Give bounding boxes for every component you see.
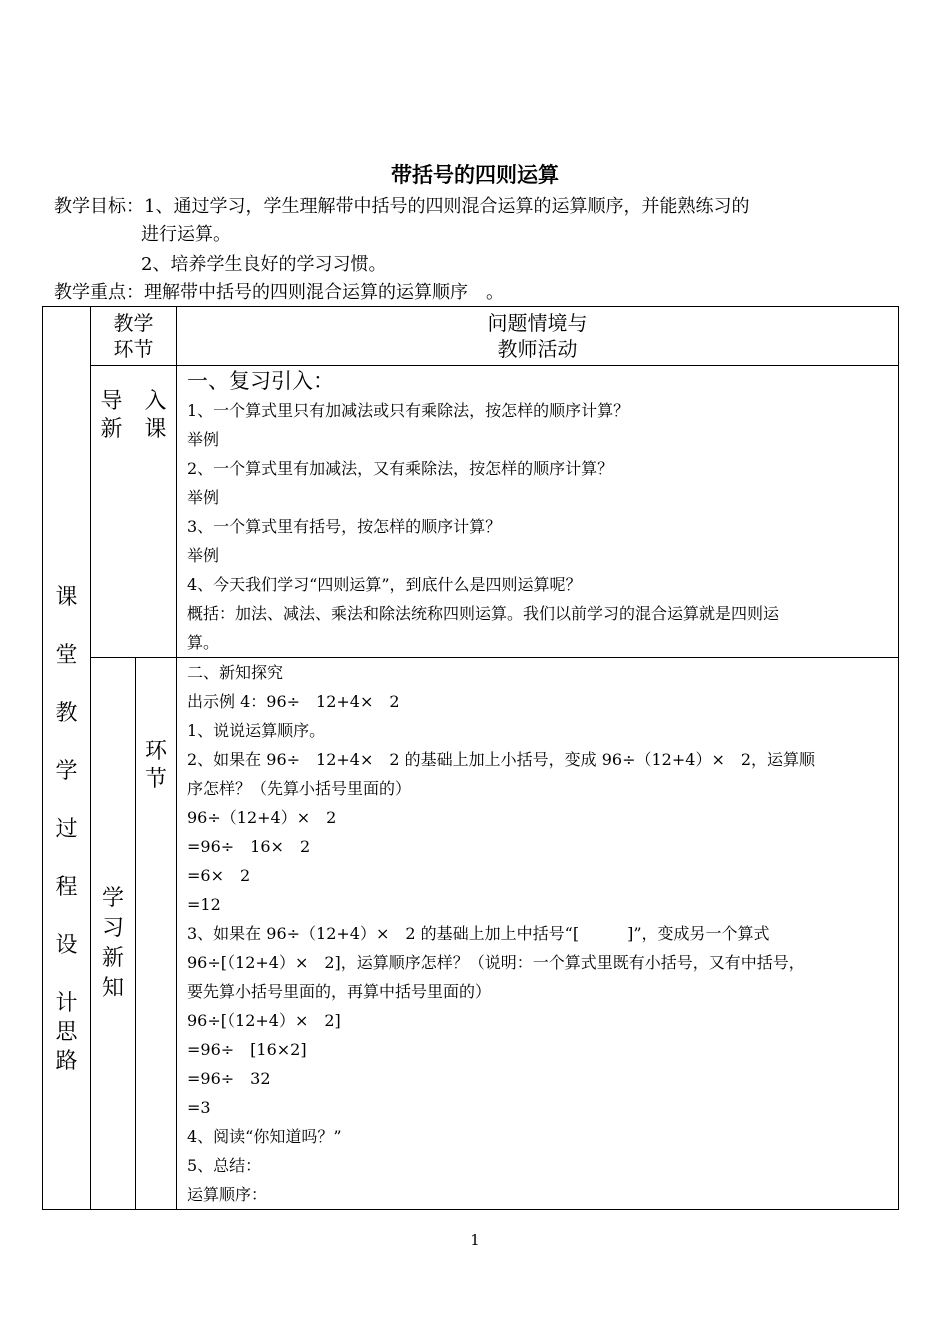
sub-stage-char: 环 [144,739,167,764]
side-char: 设 [55,932,78,958]
content-line: 举例 [187,430,220,449]
section-heading: 一、复习引入： [187,369,334,393]
content-line: 4、阅读“你知道吗？” [187,1127,342,1146]
content-line: 举例 [187,546,220,565]
content-line: 96÷[（12+4）× 2]，运算顺序怎样？（说明：一个算式里既有小括号，又有中括号， [187,953,805,972]
content-line: 2、一个算式里有加减法，又有乘除法，按怎样的顺序计算？ [187,459,614,478]
content-line: 2、如果在 96÷ 12+4× 2 的基础上加上小括号，变成 96÷（12+4）× 2，运算顺 [187,750,816,769]
content-line: 96÷（12+4）× 2 [187,808,337,827]
content-line: 4、今天我们学习“四则运算”，到底什么是四则运算呢？ [187,575,582,594]
content-line: 1、一个算式里只有加减法或只有乘除法，按怎样的顺序计算？ [187,401,630,420]
side-char: 程 [55,874,78,900]
side-char: 堂 [55,642,78,668]
header-stage-line: 环节 [113,337,154,361]
header-activity-line: 教师活动 [497,337,578,361]
side-char: 计 [55,990,78,1016]
content-line: 要先算小括号里面的，再算中括号里面的） [187,982,492,1001]
content-line: =96÷ [16×2] [187,1040,307,1059]
objective-line-1: 教学目标：1、通过学习，学生理解带中括号的四则混合运算的运算顺序，并能熟练习的 [54,196,750,217]
content-line: 出示例 4：96÷ 12+4× 2 [187,692,400,711]
new-knowledge-char: 新 [101,946,124,971]
sub-stage-char: 节 [144,767,167,792]
content-line: =96÷ 16× 2 [187,837,311,856]
document-title: 带括号的四则运算 [391,163,559,187]
new-knowledge-char: 知 [101,976,124,1001]
content-line: =3 [187,1098,211,1117]
new-knowledge-label [91,658,136,1210]
objective-line-3: 2、培养学生良好的学习习惯。 [141,254,387,275]
side-char: 学 [55,758,78,784]
intro-stage-label [91,366,177,658]
content-line: 举例 [187,488,220,507]
content-line: =96÷ 32 [187,1069,271,1088]
new-knowledge-content [177,658,899,1210]
content-line: 算。 [187,633,220,652]
content-line: =12 [187,895,221,914]
header-activity-line: 问题情境与 [487,311,588,335]
content-line: 运算顺序： [187,1185,268,1204]
content-line: 二、新知探究 [187,663,284,682]
content-line: 1、说说运算顺序。 [187,721,326,740]
new-knowledge-char: 习 [101,916,124,941]
intro-label-line: 导 入 [100,389,167,414]
key-point-line: 教学重点：理解带中括号的四则混合运算的运算顺序 。 [54,282,504,303]
new-knowledge-char: 学 [101,886,124,911]
side-char: 课 [55,584,78,610]
lesson-plan-table [42,306,899,1210]
side-char: 过 [55,816,78,842]
intro-label-line: 新 课 [100,417,167,442]
content-line: 3、一个算式里有括号，按怎样的顺序计算？ [187,517,502,536]
content-line: 3、如果在 96÷（12+4）× 2 的基础上加上中括号“[ ]”，变成另一个算式 [187,924,770,943]
header-stage-line: 教学 [113,311,154,335]
content-line: 序怎样？（先算小括号里面的） [187,779,412,798]
content-line: 96÷[（12+4）× 2] [187,1011,341,1030]
content-line: 5、总结： [187,1156,262,1175]
side-label-column [43,307,91,1210]
intro-content [177,366,899,658]
sub-stage-label [136,658,177,1210]
content-line: 概括：加法、减法、乘法和除法统称四则运算。我们以前学习的混合运算就是四则运 [187,604,780,623]
side-char: 思 [55,1019,78,1045]
content-line: =6× 2 [187,866,251,885]
header-activity [177,307,899,366]
objective-line-2: 进行运算。 [141,224,231,245]
header-stage [91,307,177,366]
side-char: 教 [55,700,78,726]
side-char: 路 [55,1048,78,1074]
page-number: 1 [470,1231,480,1249]
